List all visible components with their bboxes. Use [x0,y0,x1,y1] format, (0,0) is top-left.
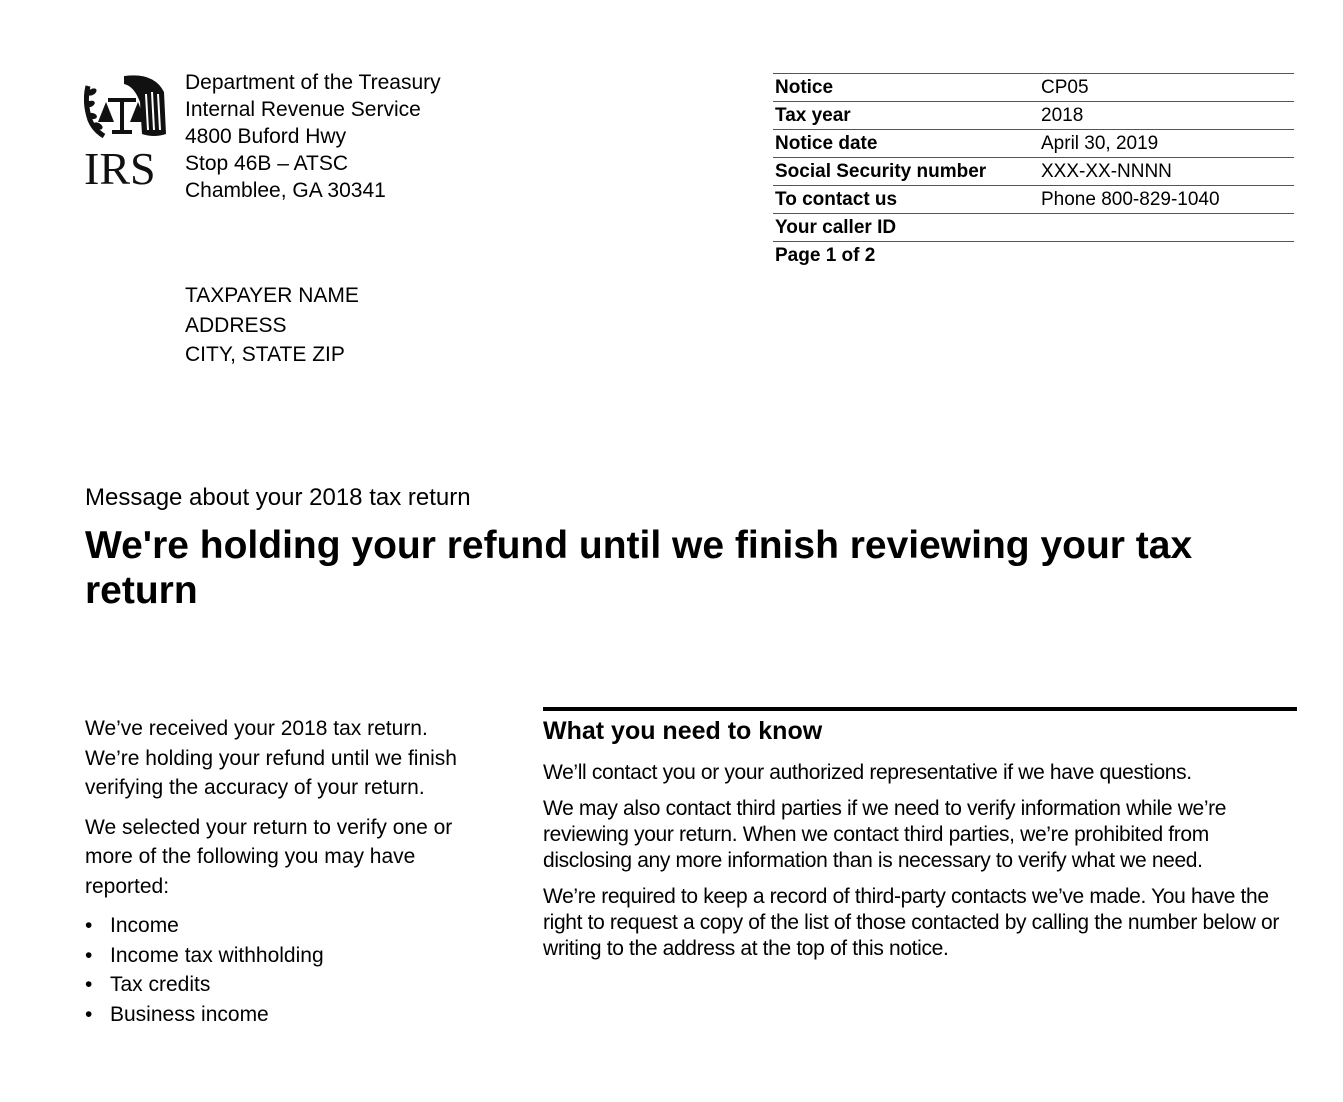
bullet-icon: • [85,914,93,937]
bullet-icon: • [85,1002,93,1026]
list-item: • Income [85,911,485,941]
notice-label: To contact us [775,188,898,210]
verification-items-list [85,911,485,1029]
sender-line: Chamblee, GA 30341 [185,179,386,202]
list-item: • Business income [85,1000,485,1030]
recipient-city-state-zip: CITY, STATE ZIP [185,343,345,366]
summary-paragraph: We’ve received your 2018 tax return. We’re holding your refund until we finish verifying the accuracy of your return. [85,717,457,799]
notice-value: April 30, 2019 [1041,132,1159,154]
recipient-street: ADDRESS [185,313,287,337]
notice-label: Your caller ID [775,216,897,238]
notice-value [1039,214,1294,242]
summary-column [85,714,485,1029]
notice-value: 2018 [1041,104,1084,126]
summary-paragraph: We selected your return to verify one or more of the following you may have reported: [85,815,453,898]
notice-label: Notice date [775,132,878,154]
notice-headline: We're holding your refund until we finish reviewing your tax return [85,524,1193,612]
notice-row [773,242,1294,270]
notice-subtitle: Message about your 2018 tax return [85,484,471,511]
notice-value [1039,242,1294,270]
sender-line: Internal Revenue Service [185,98,421,121]
notice-label: Social Security number [775,160,987,182]
irs-eagle-icon [84,72,168,188]
svg-text:IRS: IRS [84,143,156,188]
notice-row [773,214,1294,242]
notice-label: Notice [775,76,834,98]
notice-row [773,130,1294,158]
notice-row [773,186,1294,214]
notice-info-table [773,73,1294,269]
notice-value: XXX-XX-NNNN [1041,160,1172,182]
page-number: Page 1 of 2 [775,244,876,266]
section-paragraph: We’re required to keep a record of third-party contacts we’ve made. You have the right to request a copy of the list of those contacted by calling the number below or writing to the address at the top of this notice. [543,885,1280,960]
notice-row [773,102,1294,130]
notice-label: Tax year [775,104,851,126]
sender-address [185,69,441,204]
list-item: • Income tax withholding [85,941,485,971]
irs-logo [84,72,168,188]
list-item: • Tax credits [85,970,485,1000]
notice-row [773,74,1294,102]
sender-line: Stop 46B – ATSC [185,152,349,175]
notice-value: Phone 800-829-1040 [1041,188,1220,210]
section-paragraph: We’ll contact you or your authorized representative if we have questions. [543,761,1192,784]
sender-line: Department of the Treasury [185,71,441,94]
section-heading: What you need to know [543,717,823,745]
bullet-icon: • [85,973,93,996]
recipient-name: TAXPAYER NAME [185,284,359,307]
notice-row [773,158,1294,186]
notice-value: CP05 [1041,76,1089,98]
sender-line: 4800 Buford Hwy [185,125,347,148]
what-you-need-to-know-section [543,707,1297,972]
section-divider [543,707,1297,711]
bullet-icon: • [85,943,93,967]
recipient-address [185,281,359,370]
section-paragraph: We may also contact third parties if we need to verify information while we’re reviewing your return. When we contact third parties, we’re prohibited from disclosing any more information than is necessary to verify what we need. [543,797,1227,872]
